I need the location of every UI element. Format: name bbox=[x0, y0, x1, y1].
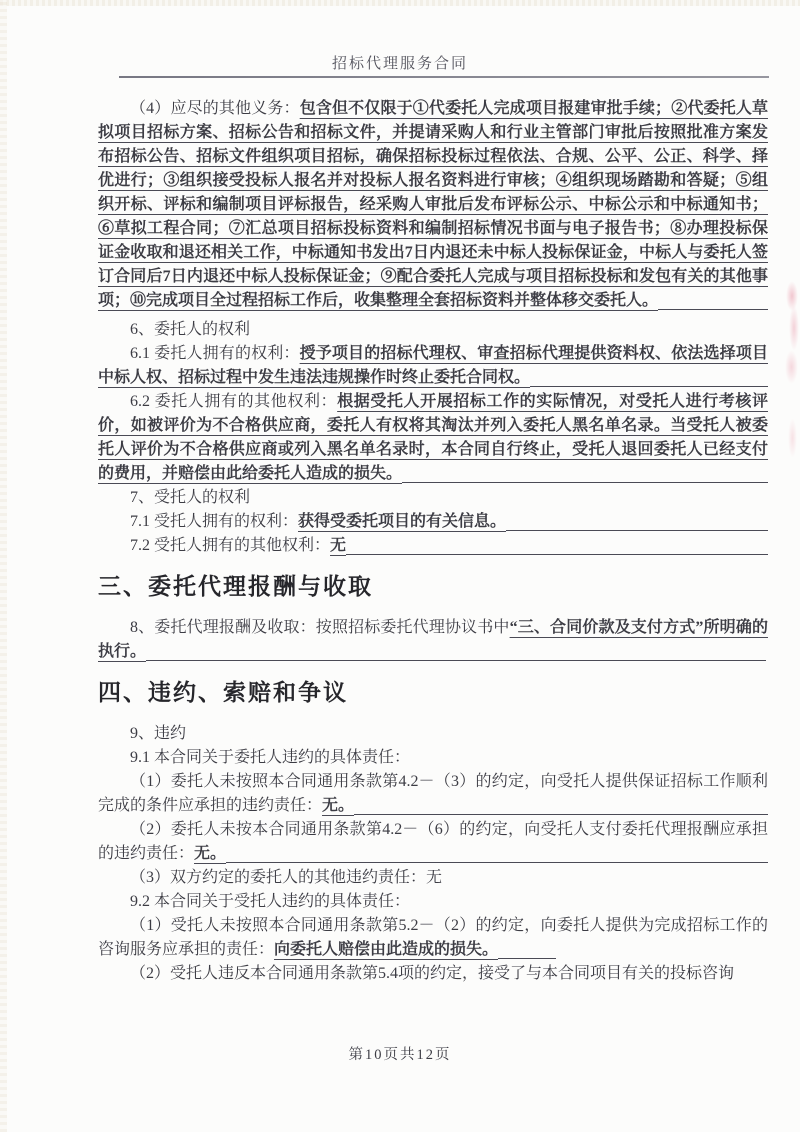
blank-underline bbox=[402, 478, 768, 483]
filled-in-value: 授予项目的招标代理权、审查招标代理提供资料权、依法选择项目中标人权、招标过程中发生违法违规操作时终止委托合同权。 bbox=[98, 345, 768, 386]
filled-in-value: 无 bbox=[330, 537, 347, 554]
clause-7-title bbox=[98, 486, 768, 510]
document-header-title: 招标代理服务合同 bbox=[331, 56, 468, 72]
header-rule bbox=[119, 76, 769, 78]
clause-9-1-2 bbox=[98, 818, 768, 866]
filled-in-value: “三、合同价款及支付方式”所明确的执行。 bbox=[98, 619, 768, 660]
red-stamp-smudge bbox=[786, 281, 798, 311]
clause-text: 四、违约、索赔和争议 bbox=[98, 679, 348, 705]
clause-6-2 bbox=[98, 390, 768, 486]
clause-6-title bbox=[98, 318, 768, 342]
filled-in-value: 根据受托人开展招标工作的实际情况，对受托人进行考核评价，如被评价为不合格供应商，委托人有权将其淘汰并列入委托人黑名单名录。当受托人被委托人评价为不合格供应商或列入黑名单名录时，本合同自行终止，受托人退回委托人已经支付的费用，并赔偿由此给委托人造成的损失。 bbox=[98, 393, 768, 482]
blank-underline bbox=[506, 526, 768, 531]
clause-text: （1）委托人未按照本合同通用条款第4.2－（3）的约定，向受托人提供保证招标工作顺利完成的条件应承担的违约责任： bbox=[98, 773, 768, 814]
clause-9-1-3 bbox=[98, 866, 768, 890]
red-stamp-smudge bbox=[785, 350, 798, 384]
red-stamp-smudge bbox=[789, 305, 799, 351]
clause-9-2-intro bbox=[98, 890, 768, 914]
clause-text: 6、委托人的权利 bbox=[130, 321, 251, 338]
clause-text: 7、受托人的权利 bbox=[130, 489, 251, 506]
clause-9-title bbox=[98, 722, 768, 746]
red-stamp-smudge bbox=[788, 418, 797, 458]
blank-underline bbox=[498, 954, 556, 959]
clause-text: 8、委托代理报酬及收取：按照招标委托代理协议书中 bbox=[130, 619, 510, 636]
clause-text: 6.1 委托人拥有的权利： bbox=[130, 345, 300, 362]
clause-7-1 bbox=[98, 510, 768, 534]
document-body bbox=[98, 97, 768, 986]
clause-9-2-2 bbox=[98, 962, 768, 986]
blank-underline bbox=[146, 656, 766, 661]
clause-9-1-intro bbox=[98, 746, 768, 770]
clause-text: 三、委托代理报酬与收取 bbox=[98, 573, 373, 599]
clause-8 bbox=[98, 616, 768, 664]
blank-underline bbox=[530, 382, 768, 387]
section-4-heading bbox=[98, 677, 768, 707]
section-3-heading bbox=[98, 571, 768, 601]
filled-in-value: 获得受委托项目的有关信息。 bbox=[298, 513, 507, 530]
blank-underline bbox=[346, 550, 768, 555]
clause-text: （4）应尽的其他义务： bbox=[130, 100, 300, 117]
clause-text: 9.1 本合同关于委托人违约的具体责任： bbox=[130, 749, 411, 766]
clause-text: 6.2 委托人拥有的其他权利： bbox=[130, 393, 338, 410]
page-number-footer: 第10页共12页 bbox=[348, 1047, 452, 1063]
clause-text: 7.1 受托人拥有的权利： bbox=[130, 513, 299, 530]
clause-text: 9、违约 bbox=[130, 725, 187, 742]
clause-text: （1）受托人未按照本合同通用条款第5.2－（2）的约定，向委托人提供为完成招标工作的咨询服务应承担的责任： bbox=[98, 917, 768, 958]
filled-in-value: 包含但不仅限于①代委托人完成项目报建审批手续；②代委托人草拟项目招标方案、招标公告和招标文件，并提请采购人和行业主管部门审批后按照批准方案发布招标公告、招标文件组织项目招标，确保招标投标过程依法、合规、公平、公正、科学、择优进行；③组织接受投标人报名并对投标人报名资料进行审核；④组织现场踏勘和答疑；⑤组织开标、评标和编制项目评标报告，经采购人审批后发布评标公示、中标公示和中标通知书；⑥草拟工程合同；⑦汇总项目招标投标资料和编制招标情况书面与电子报告书；⑧办理投标保证金收取和退还相关工作，中标通知书发出7日内退还未中标人投标保证金，中标人与委托人签订合同后7日内退还中标人投标保证金；⑨配合委托人完成与项目招标投标和发包有关的其他事项；⑩完成项目全过程招标工作后，收集整理全套招标资料并整体移交委托人。 bbox=[98, 100, 768, 309]
clause-9-1-1 bbox=[98, 770, 768, 818]
filled-in-value: 向委托人赔偿由此造成的损失。 bbox=[274, 941, 499, 958]
blank-underline bbox=[226, 858, 768, 863]
clause-text: （2）受托人违反本合同通用条款第5.4项的约定，接受了与本合同项目有关的投标咨询 bbox=[130, 965, 735, 982]
filled-in-value: 无。 bbox=[322, 797, 355, 814]
clause-6-1 bbox=[98, 342, 768, 390]
clause-text: （3）双方约定的委托人的其他违约责任：无 bbox=[130, 869, 443, 886]
clause-text: 9.2 本合同关于受托人违约的具体责任： bbox=[130, 893, 411, 910]
clause-7-2 bbox=[98, 534, 768, 558]
clause-text: （2）委托人未按本合同通用条款第4.2－（6）的约定，向受托人支付委托代理报酬应承担的违约责任： bbox=[98, 821, 768, 862]
blank-underline bbox=[354, 810, 768, 815]
clause-9-2-1 bbox=[98, 914, 768, 962]
filled-in-value: 无。 bbox=[194, 845, 227, 862]
clause-text: 7.2 受托人拥有的其他权利： bbox=[130, 537, 331, 554]
blank-underline bbox=[658, 305, 768, 310]
scan-edge-left bbox=[0, 0, 7, 1132]
scan-edge-top bbox=[0, 0, 800, 6]
clause-4-other-obligations bbox=[98, 97, 768, 313]
